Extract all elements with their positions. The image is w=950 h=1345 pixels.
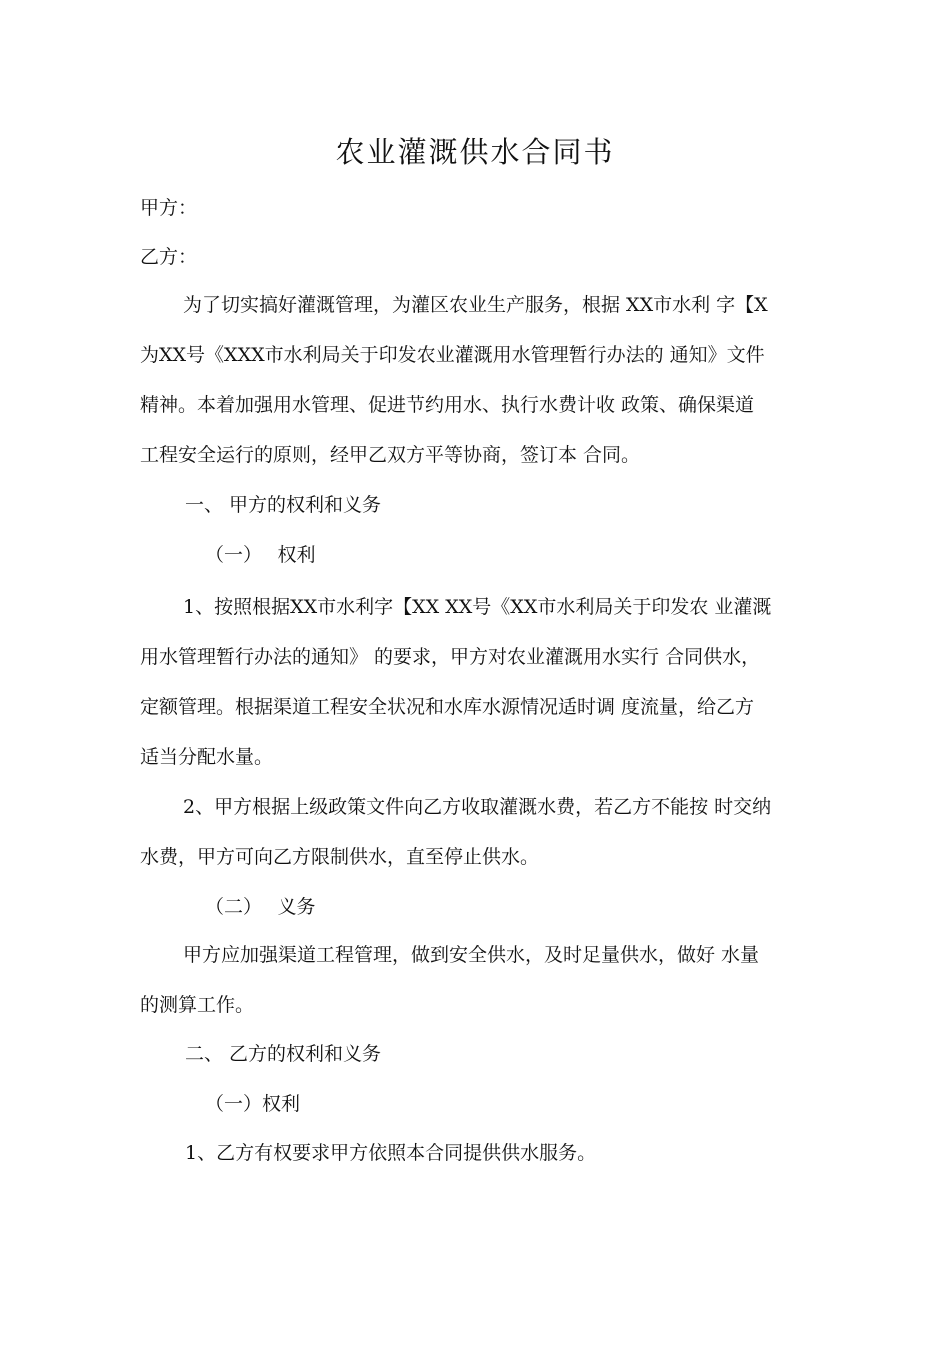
party-b-rights-item-1: 1、乙方有权要求甲方依照本合同提供供水服务。 bbox=[185, 1142, 597, 1164]
item-line: 1、按照根据XX市水利字【XX XX号《XX市水利局关于印发农 业灌溉 bbox=[183, 596, 772, 618]
section-2-heading: 二、 乙方的权利和义务 bbox=[185, 1043, 382, 1065]
party-b-label: 乙方： bbox=[140, 246, 198, 268]
intro-paragraph bbox=[140, 290, 808, 490]
item-line: 定额管理。根据渠道工程安全状况和水库水源情况适时调 度流量，给乙方 bbox=[140, 696, 755, 718]
intro-line: 为了切实搞好灌溉管理，为灌区农业生产服务，根据 XX市水利 字【X bbox=[183, 294, 768, 316]
rights-item-2 bbox=[140, 792, 808, 892]
item-line: 用水管理暂行办法的通知》 的要求，甲方对农业灌溉用水实行 合同供水， bbox=[140, 646, 761, 668]
party-a-label: 甲方： bbox=[140, 197, 198, 219]
rights-item-1 bbox=[140, 592, 808, 792]
intro-line: 为XX号《XXX市水利局关于印发农业灌溉用水管理暂行办法的 通知》文件 bbox=[140, 344, 765, 366]
duty-line: 甲方应加强渠道工程管理，做到安全供水，及时足量供水，做好 水量 bbox=[183, 944, 760, 966]
duties-paragraph bbox=[140, 940, 808, 1040]
document-title: 农业灌溉供水合同书 bbox=[335, 135, 615, 169]
section-1-heading: 一、 甲方的权利和义务 bbox=[185, 494, 382, 516]
intro-line: 工程安全运行的原则，经甲乙双方平等协商，签订本 合同。 bbox=[140, 444, 641, 466]
section-1-subheading-duties: （二） 义务 bbox=[205, 896, 316, 918]
item-line: 水费，甲方可向乙方限制供水，直至停止供水。 bbox=[140, 846, 540, 868]
duty-line: 的测算工作。 bbox=[140, 994, 255, 1016]
section-2-subheading-rights: （一）权利 bbox=[205, 1093, 301, 1115]
intro-line: 精神。本着加强用水管理、促进节约用水、执行水费计收 政策、确保渠道 bbox=[140, 394, 755, 416]
item-line: 适当分配水量。 bbox=[140, 746, 274, 768]
section-1-subheading-rights: （一） 权利 bbox=[205, 544, 316, 566]
item-line: 2、甲方根据上级政策文件向乙方收取灌溉水费，若乙方不能按 时交纳 bbox=[183, 796, 772, 818]
